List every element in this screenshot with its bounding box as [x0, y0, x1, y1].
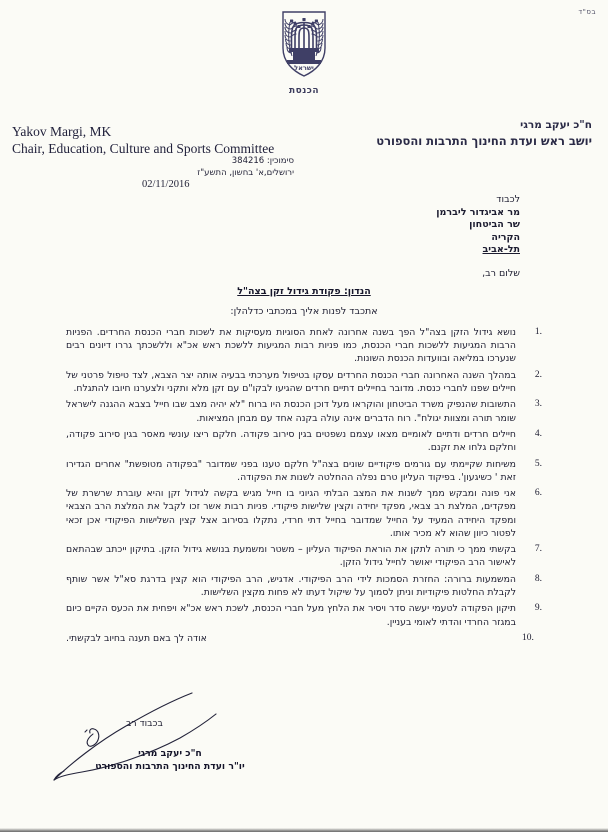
- letter-body-list: [66, 326, 542, 648]
- svg-text:ישראל: ישראל: [294, 64, 314, 72]
- paragraph-number: 4.: [534, 428, 542, 439]
- page-bottom-edge: [0, 828, 608, 832]
- header-english: [12, 123, 342, 157]
- signature-block: [80, 747, 260, 773]
- paragraph-number: 8.: [534, 573, 542, 584]
- addressee-block: [436, 194, 520, 257]
- paragraph-number: 7.: [534, 544, 542, 555]
- addressee-name: מר אביגדור ליברמן: [436, 206, 520, 218]
- letter-paragraph: [66, 398, 542, 424]
- paragraph-number: 1.: [534, 327, 542, 337]
- addressee-title: שר הביטחון: [469, 219, 520, 230]
- letter-paragraph: [66, 369, 542, 395]
- paragraph-number: 10.: [522, 632, 534, 643]
- header-hebrew-name: ח"כ יעקב מרגי: [520, 119, 592, 131]
- paragraph-number: 2.: [534, 369, 542, 380]
- reference-file-number: סימוכין: 384216: [231, 156, 294, 166]
- paragraph-number: 5.: [534, 458, 542, 469]
- israel-state-emblem-icon: [273, 8, 335, 85]
- letter-paragraph: [66, 602, 542, 628]
- letter-paragraph: [66, 326, 542, 366]
- addressee-city: תל-אביב: [482, 244, 520, 255]
- reference-hebrew-date: ירושלים,א' בחשון, התשע"ז: [197, 167, 294, 178]
- letter-paragraph: [66, 428, 542, 454]
- paragraph-text: אודה לך באם תענה בחיוב לבקשתי.: [66, 632, 207, 644]
- header-english-title: Chair, Education, Culture and Sports Committee: [12, 141, 275, 156]
- paragraph-text: משיחות שקיימתי עם גורמים פיקודיים שונים בצה"ל חלקם טענו בפני שמדובר "בפקודה מטופשת" אחרים הגדירו זאת ' כשיגעון'. בפיקוד העליון טרם נפלה ההחלטה לשנות את הפקודה.: [66, 458, 516, 483]
- header-english-name: Yakov Margi, MK: [12, 124, 112, 139]
- paragraph-text: אני פונה ומבקש ממך לשנות את המצב הבלתי הגיוני בו חייל מגיש בקשה לגידול זקן והיא עוברת שרשרת של מפקדים, המלצת רב צבאי, מפקד יחידה וקצין שלישות פיקודי. פניות רבות אשר זכו לקבל את המלצת הרב הצבאי ומפקד היחידה המעיד על החייל שמדובר בחייל דתי חרדי, נתקלו בסירוב אצל קצין השלישות הפיקודי אכן זכאי לפטור כיוון שהוא לא מכיר אותו.: [66, 488, 516, 539]
- handwritten-signature: [30, 690, 290, 790]
- signature-name: ח"כ יעקב מרגי: [138, 748, 202, 759]
- paragraph-text: תיקון הפקודה לטעמי יעשה סדר ויסיר את הלחץ מעל חברי הכנסת, לשכת ראש אכ"א ויפחית את הכעס הקיים כיום במגזר החרדי והדתי לאומי בעניין.: [66, 603, 516, 628]
- addressee-location: הקריה: [491, 231, 520, 243]
- greeting-line: שלום רב,: [482, 268, 520, 279]
- paragraph-number: 6.: [534, 488, 542, 499]
- letter-paragraph: [66, 487, 542, 540]
- reference-gregorian-date: 02/11/2016: [142, 179, 190, 190]
- paragraph-number: 3.: [534, 399, 542, 410]
- reference-block: [104, 156, 294, 191]
- paragraph-text: התשובות שהנפיק משרד הביטחון והוקראו מעל דוכן הכנסת היו ברוח "לא יהיה מצב שבו חייל בצבא ההגנה לישראל שומר תורה ומצוות יגולח". רוח הדברים אינה עולה בקנה אחד עם מבחן המציאות.: [66, 399, 516, 424]
- paragraph-text: המשמעות ברורה: החזרת הסמכות לידי הרב הפיקודי. אדגיש, הרב הפיקודי הוא קצין בדרגת סא"ל אשר שותף לקבלת החלטות פיקודיות וניתן לסמוך על שיקול דעתו לא פחות מקצין השלישות.: [66, 573, 516, 598]
- signature-title: יו"ר ועדת החינוך התרבות והספורט: [95, 761, 245, 772]
- bsd-mark: בס"ד: [578, 8, 596, 16]
- subject-line: הנדון: פקודת גידול זקן בצה"ל: [237, 286, 371, 297]
- paragraph-number: 9.: [534, 603, 542, 614]
- emblem-caption: הכנסת: [288, 86, 320, 96]
- letter-paragraph: [66, 543, 542, 569]
- signoff-text: בכבוד רב: [126, 718, 163, 729]
- letter-paragraph: [66, 632, 542, 645]
- letter-paragraph: [66, 573, 542, 599]
- addressee-salutation: לכבוד: [496, 194, 520, 205]
- paragraph-text: נושא גידול הזקן בצה"ל הפך בשנה אחרונה לאחת הסוגיות מעסיקות את לשכות חברי הכנסת החרדים. הפניות הרבות המגיעות ללשכות חברי הכנסת, כמו פניות רבות המגיעות ללשכת ראש אכ"א וללשכתך גררו דיונים רבים שנערכו במליאה ובוועדות הכנסת השונות.: [66, 327, 516, 365]
- paragraph-text: חיילים חרדים ודתיים לאומיים מצאו עצמם נשפטים בגין סירוב פקודה. חלקם ריצו עונשי מאסר בגין סירוב פקודה, וחלקם גלחו את זקנם.: [66, 428, 516, 454]
- header-hebrew-title: יושב ראש ועדת החינוך התרבות והספורט: [376, 134, 592, 148]
- intro-line: אתכבד לפנות אליך במכתבי כדלהלן:: [230, 306, 378, 317]
- knesset-emblem-block: [0, 8, 608, 96]
- paragraph-text: במהלך השנה האחרונה חברי הכנסת החרדים עסקו בטיפול מערכתי בבעיה אותה יצר הצבא, לצד טיפול פרטני של חיילים שפנו לחברי כנסת. מדובר בחיילים דתיים חרדים שהגיעו לבקו"ם עם זקן מלא ותקני ולצערנו חיובו להתגלח.: [66, 369, 516, 394]
- letter-paragraph: [66, 458, 542, 484]
- paragraph-text: בקשתי ממך כי תורה לתקן את הוראת הפיקוד העליון – משטר ומשמעת בנושא גידול הזקן. בתיקון ייכתב שבהתאם לאישור הרב הפיקודי יאושר לחייל גידול הזקן.: [66, 544, 516, 569]
